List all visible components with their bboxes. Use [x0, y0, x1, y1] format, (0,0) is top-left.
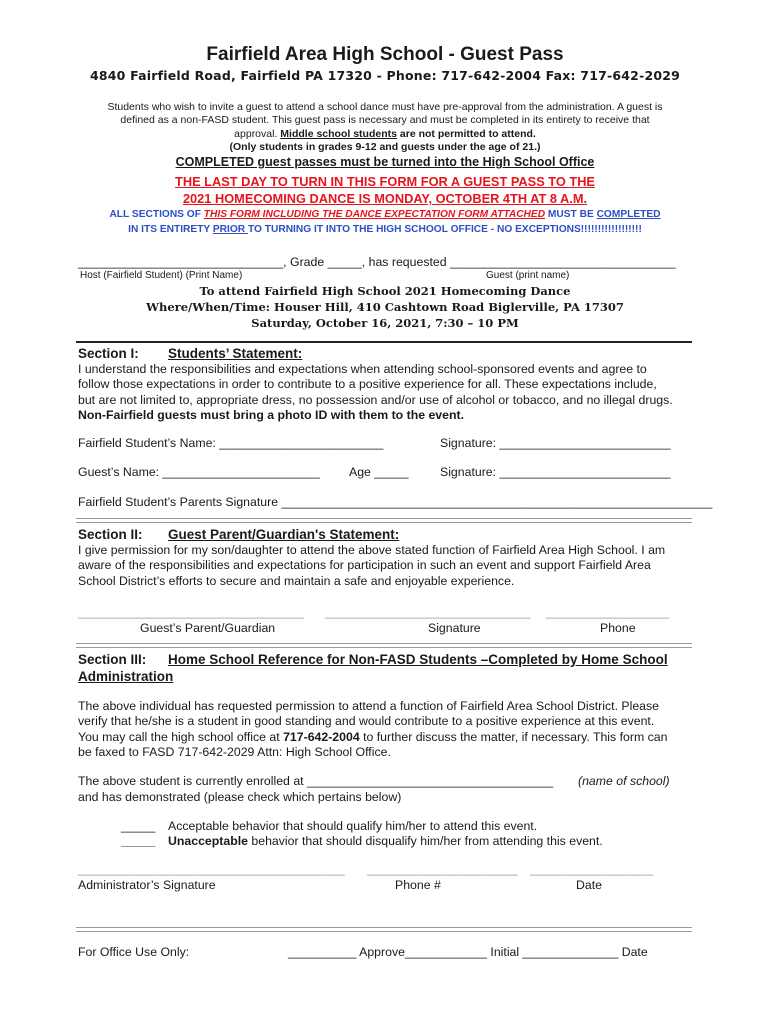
guest-signature-field[interactable]: Signature: _________________________ [440, 465, 671, 479]
admin-date-blank[interactable]: __________________ [530, 862, 654, 876]
section-3-paragraph [78, 699, 694, 761]
divider [76, 518, 692, 523]
all-sections-g: TO TURNING IT INTO THE HIGH SCHOOL OFFICE - NO EXCEPTIONS!!!!!!!!!!!!!!!!!! [247, 223, 642, 235]
section-3-title-cont: Administration [78, 669, 174, 684]
event-line-1: To attend Fairfield High School 2021 Homecoming Dance [199, 284, 571, 298]
section-2-line-1: I give permission for my son/daughter to attend the above stated function of Fairfield Area High School. I am [78, 543, 666, 557]
call-office-text: You may call the high school office at [78, 729, 284, 744]
completed-notice: COMPLETED guest passes must be turned into the High School Office [175, 155, 595, 169]
section-1-title: Students’ Statement: [168, 346, 303, 361]
discuss-text: to further discuss the matter, if necessary. This form can [359, 729, 668, 744]
form-title: Fairfield Area High School - Guest Pass [206, 44, 564, 65]
student-signature-field[interactable]: Signature: _________________________ [440, 436, 671, 450]
guardian-phone-caption: Phone [600, 621, 636, 635]
all-sections-notice [0, 208, 770, 237]
section-2-paragraph [78, 543, 694, 589]
middle-school-note: Middle school students [280, 127, 397, 140]
all-sections-d: COMPLETED [596, 209, 661, 220]
intro-line-2: defined as a non-FASD student. This guest pass is necessary and must be completed in its entirety to receive that [120, 114, 650, 127]
enrolled-school-field[interactable]: The above student is currently enrolled at ____________________________________ [78, 774, 554, 788]
all-sections-line-2 [0, 223, 770, 238]
photo-id-note: Non-Fairfield guests must bring a photo ID with them to the event. [78, 408, 464, 423]
last-day-notice [0, 173, 770, 207]
guest-age-field[interactable]: Age _____ [349, 465, 409, 479]
request-line[interactable]: ______________________________, Grade _____, has requested _________________________________ [78, 255, 676, 269]
acceptable-label: Acceptable behavior that should qualify him/her to attend this event. [168, 819, 538, 833]
section-1-line-2: follow those expectations in order to contribute to a positive experience for all. These expectations include, [78, 377, 657, 392]
guardian-phone-blank[interactable]: __________________ [546, 605, 670, 619]
all-sections-a: ALL SECTIONS OF [109, 209, 204, 220]
unacceptable-bold: Unacceptable [168, 834, 248, 848]
section-1-paragraph [78, 362, 694, 424]
section-2-line-3: School District’s efforts to secure and maintain a safe and enjoyable experience. [78, 573, 515, 588]
divider [76, 341, 692, 343]
demonstrated-text: and has demonstrated (please check which pertains below) [78, 790, 402, 804]
all-sections-c: MUST BE [545, 209, 597, 220]
section-1-line-3: but are not limited to, appropriate dress, no possession and/or use of alcohol or tobacco, and no illegal drugs. [78, 392, 673, 407]
admin-date-caption: Date [576, 878, 602, 892]
intro-line-1: Students who wish to invite a guest to attend a school dance must have pre-approval from the administration. A guest is [107, 101, 663, 113]
admin-signature-caption: Administrator’s Signature [78, 878, 216, 892]
all-sections-b: THIS FORM INCLUDING THE DANCE EXPECTATION FORM ATTACHED [203, 209, 546, 220]
section-3-line-4: be faxed to FASD 717-642-2029 Attn: High School Office. [78, 745, 391, 760]
parents-signature-field[interactable]: Fairfield Student’s Parents Signature _______________________________________________________________ [78, 495, 713, 509]
guardian-name-caption: Guest’s Parent/Guardian [140, 621, 276, 635]
last-day-line-1: THE LAST DAY TO TURN IN THIS FORM FOR A GUEST PASS TO THE [175, 174, 595, 189]
acceptable-checkbox[interactable]: _____ [121, 819, 156, 833]
guardian-name-blank[interactable]: _________________________________ [78, 605, 304, 619]
intro-paragraph [80, 101, 690, 155]
guardian-signature-caption: Signature [428, 621, 481, 635]
section-3-line-2: verify that he/she is a student in good standing and would contribute to a positive experience at this event. [78, 714, 655, 729]
section-2-label: Section II: [78, 527, 143, 542]
unacceptable-checkbox[interactable]: _____ [121, 834, 156, 848]
host-label: Host (Fairfield Student) (Print Name) [80, 270, 243, 281]
divider [76, 643, 692, 648]
not-permitted-note: are not permitted to attend. [396, 127, 536, 140]
section-1-label: Section I: [78, 346, 139, 361]
office-use-label: For Office Use Only: [78, 945, 190, 959]
school-address: 4840 Fairfield Road, Fairfield PA 17320 - Phone: 717-642-2004 Fax: 717-642-2029 [89, 68, 681, 83]
admin-signature-blank[interactable]: _______________________________________ [78, 862, 345, 876]
last-day-line-2: 2021 HOMECOMING DANCE IS MONDAY, OCTOBER 4TH AT 8 A.M. [182, 191, 588, 206]
all-sections-e: IN ITS ENTIRETY [128, 223, 213, 235]
section-3-label: Section III: [78, 652, 147, 667]
admin-phone-blank[interactable]: ______________________ [367, 862, 518, 876]
office-use-fields[interactable]: __________ Approve____________ Initial ______________ Date [288, 945, 648, 959]
section-2-title: Guest Parent/Guardian's Statement: [168, 527, 400, 542]
section-3-title: Home School Reference for Non-FASD Students –Completed by Home School [168, 652, 668, 667]
intro-approval: approval. [234, 127, 281, 140]
guest-name-field[interactable]: Guest’s Name: _______________________ [78, 465, 320, 479]
event-line-3: Saturday, October 16, 2021, 7:30 – 10 PM [251, 316, 519, 330]
intro-line-4: (Only students in grades 9-12 and guests under the age of 21.) [229, 141, 541, 154]
name-of-school-caption: (name of school) [578, 774, 670, 788]
divider [76, 927, 692, 932]
event-line-2: Where/When/Time: Houser Hill, 410 Cashtown Road Biglerville, PA 17307 [146, 300, 624, 314]
section-3-line-1: The above individual has requested permission to attend a function of Fairfield Area School District. Please [78, 699, 660, 713]
intro-line-3 [80, 128, 690, 141]
section-3-line-3 [78, 730, 694, 745]
all-sections-f: PRIOR [212, 223, 248, 235]
guest-label: Guest (print name) [486, 270, 570, 281]
all-sections-line-1 [0, 208, 770, 223]
unacceptable-label [168, 834, 603, 848]
guardian-signature-blank[interactable]: ______________________________ [325, 605, 531, 619]
office-phone: 717-642-2004 [283, 729, 360, 744]
section-2-line-2: aware of the responsibilities and expectations for participation in such an event and support Fairfield Area [78, 558, 651, 573]
unacceptable-text: behavior that should disqualify him/her from attending this event. [247, 834, 603, 848]
admin-phone-caption: Phone # [395, 878, 441, 892]
student-name-field[interactable]: Fairfield Student’s Name: ________________________ [78, 436, 384, 450]
section-1-line-1: I understand the responsibilities and expectations when attending school-sponsored events and agree to [78, 362, 647, 376]
